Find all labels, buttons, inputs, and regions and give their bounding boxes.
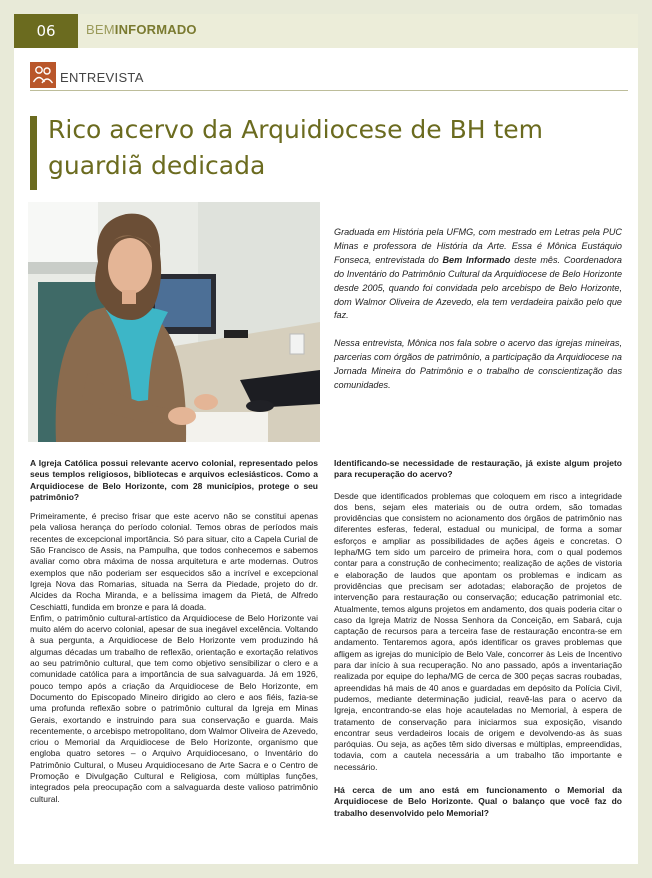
title-line-2: guardiã dedicada: [48, 151, 266, 180]
question-1: A Igreja Católica possui relevante acervo colonial, representado pelos seus templos religiosos, bibliotecas e arquivos eclesiásticos. Como a Arquidiocese de Belo Horizonte, com 28 municípios, protege o seu patrimônio?: [30, 458, 318, 502]
brand-bold: INFORMADO: [114, 22, 197, 37]
people-icon: [30, 62, 56, 88]
intro-text-a: Graduada em História pela UFMG, com mestrado em Letras pela PUC Minas e professora de História da Arte. Essa é Mônica Eustáquio Fonseca, entrevistada do: [334, 227, 622, 265]
article-title: [48, 112, 608, 184]
answer-1: [30, 511, 318, 805]
section-divider: [30, 90, 628, 91]
left-column: [30, 458, 318, 805]
answer-1-paragraph-1: Primeiramente, é preciso frisar que este acervo não se constitui apenas pela valiosa herança do período colonial. Temos obras de períodos mais recentes de excepcional importância. Só para situar, cito a Capela Curial de São Francisco de Assis, na Pampulha, que todos conhecemos e sabemos avaliar como obra máxima de nossa arquitetura e arte modernas. Outros exemplos que não poderiam ser esquecidos são a incrível e excepcional Igreja Nova das Romarias, situada na Serra da Piedade, projeto do dr. Alcides da Rocha Miranda, e a belíssima imagem da Pietá, de Alfredo Ceschiatti, fundida em bronze e para lá doada.: [30, 511, 318, 612]
brand-light: BEM: [86, 22, 115, 37]
section-label: ENTREVISTA: [60, 70, 144, 85]
intro-publication-name: Bem Informado: [442, 254, 511, 265]
title-line-1: Rico acervo da Arquidiocese de BH tem: [48, 115, 544, 144]
interviewee-photo: [28, 202, 320, 442]
title-accent-bar: [30, 116, 37, 190]
article-intro: [334, 226, 622, 407]
intro-paragraph-1: [334, 226, 622, 323]
right-column: [334, 458, 622, 819]
answer-2-paragraph: Desde que identificados problemas que coloquem em risco a integridade dos bens, sejam eles materiais ou de outra ordem, são tomadas providências que consistem no acionamento dos órgãos de patrimônio nas diferentes esferas, federal, estadual ou municipal, de forma a somar esforços e ampliar as possibilidades de ações ágeis e concretas. O Iepha/MG tem sido um parceiro de primeira hora, com o qual podemos contar para a construção de conhecimento; realização de ações de vistoria e elaboração de laudos que apontam os problemas e indicam as providências que precisam ser adotadas; elaboração de projetos de intervenção para restauração ou conservação; educação patrimonial etc. Atualmente, temos alguns projetos em andamento, dos quais poderia citar o caso da Igreja Matriz de Nossa Senhora da Conceição, em Sabará, cuja captação de recursos para a terceira fase de restauração encontra-se em andamento. Tentaremos agora, após identificar os graves problemas que afligem as igrejas do município de Belo Vale, concorrer às Leis de Incentivo para dar início à sua recuperação. No ano passado, após a inventariação realizada por equipe do Iepha/MG de cerca de 300 peças sacras roubadas, apreendidas há mais de 40 anos e guardadas em depósito da Polícia Civil, pudemos, mediante determinação judicial, reavê-las para o acervo da Igreja, encontrando-se elas hoje acauteladas no Memorial, à espera de tratamento de conservação para iniciarmos sua exposição, visando encontrar seus verdadeiros locais de origem e devolvendo-as às suas paróquias. Ou seja, as ações têm sido diversas e múltiplas, empreendidas, todavia, com a cautela necessária a um trabalho tão importante e necessário.: [334, 490, 622, 772]
answer-2: [334, 491, 622, 773]
brand-logo: [86, 22, 197, 37]
question-3: Há cerca de um ano está em funcionamento o Memorial da Arquidiocese de Belo Horizonte. Qual o balanço que você faz do trabalho desenvolvido pelo Memorial?: [334, 785, 622, 818]
answer-1-paragraph-2: Enfim, o patrimônio cultural-artístico da Arquidiocese de Belo Horizonte vai muito além do acervo colonial, apesar de sua inegável excelência. Voltando à sua pergunta, a Arquidiocese de Belo Horizonte vem produzindo há algumas décadas um trabalho de reflexão, orientação e exortação relativos ao seu patrimônio cultural, que tem como objetivo sensibilizar o clero e a comunidade católica para a importância de sua salvaguarda. Já em 1926, pouco tempo após a criação da Arquidiocese de Belo Horizonte, em Documento do Episcopado Mineiro dirigido ao clero e aos fiéis, fazia-se uma profunda reflexão sobre o patrimônio cultural da Igreja em Minas Gerais, exortando e instruindo para sua conservação e guarda. Mais recentemente, o arcebispo metropolitano, dom Walmor Oliveira de Azevedo, criou o Memorial da Arquidiocese de Belo Horizonte, organismo que engloba quatro setores – o Arquivo Arquidiocesano, o Inventário do Patrimônio Cultural, o Museu Arquidiocesano de Arte Sacra e o Centro de Promoção e Divulgação Cultural e Religiosa, com múltiplas funções, integrados pela preocupação com a salvaguarda deste valioso patrimônio cultural.: [30, 612, 318, 804]
question-2: Identificando-se necessidade de restauração, já existe algum projeto para recuperação do acervo?: [334, 458, 622, 480]
page-number: 06: [14, 14, 78, 48]
intro-text-b: deste mês. Coordenadora do Inventário do Patrimônio Cultural da Arquidiocese de Belo Horizonte desde 2005, quando foi convidada pelo arcebispo de Belo Horizonte, dom Walmor Oliveira de Azevedo, ela tem verdadeira paixão pelo que faz.: [334, 254, 622, 321]
intro-paragraph-2: Nessa entrevista, Mônica nos fala sobre o acervo das igrejas mineiras, parcerias com órgãos de patrimônio, a participação da Arquidiocese na Jornada Mineira do Patrimônio e o trabalho de conscientização das comunidades.: [334, 338, 622, 391]
